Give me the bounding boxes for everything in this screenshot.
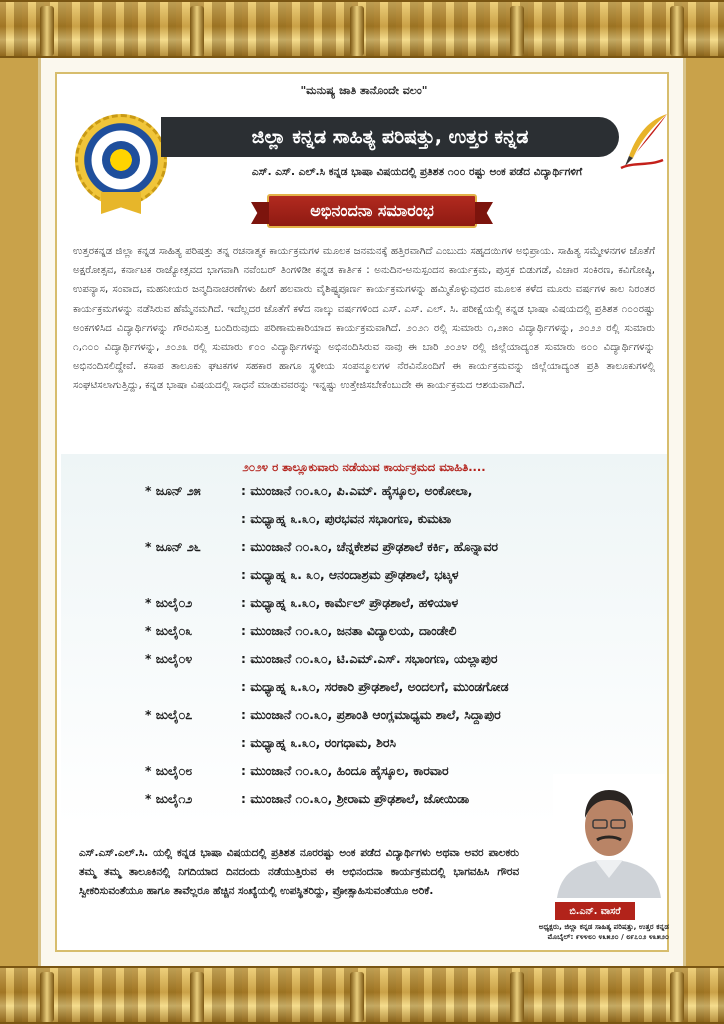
seal-emblem	[102, 141, 140, 179]
schedule-detail: : ಮುಂಜಾನೆ ೧೦.೩೦, ಶ್ರೀರಾಮ ಪ್ರೌಢಶಾಲೆ, ಜೋಯಿಡಾ	[241, 792, 470, 806]
president-designation	[477, 922, 669, 942]
ornament-post	[510, 972, 524, 1022]
intro-paragraph: ಉತ್ತರಕನ್ನಡ ಜಿಲ್ಲಾ ಕನ್ನಡ ಸಾಹಿತ್ಯ ಪರಿಷತ್ತು ತನ್ನ ರಚನಾತ್ಮಕ ಕಾರ್ಯಕ್ರಮಗಳ ಮೂಲಕ ಜನಮನಕ್ಕೆ ಹತ್ತಿರವಾಗಿದೆ ಎಂಬುದು ಸಹೃದಯಿಗಳ ಅಭಿಪ್ರಾಯ. ಸಾಹಿತ್ಯ ಸಮ್ಮೇಳನಗಳ ಜೊತೆಗೆ ಅಕ್ಷರೋತ್ಸವ, ಕರ್ನಾಟಕ ರಾಜ್ಯೋತ್ಸವದ ಭಾಗವಾಗಿ ನವೆಂಬರ್ ತಿಂಗಳಿಡೀ ಕನ್ನಡ ಕಾರ್ತಿಕ : ಅನುದಿನ-ಅನುಸ್ಪಂದನ ಕಾರ್ಯಕ್ರಮ, ಪುಸ್ತಕ ಬಿಡುಗಡೆ, ವಿಚಾರ ಸಂಕಿರಣ, ಕವಿಗೋಷ್ಠಿ, ಉಪನ್ಯಾಸ, ಸಂವಾದ, ಮಹನೀಯರ ಜನ್ಮದಿನಾಚರಣೆಗಳು ಹೀಗೆ ಹಲವಾರು ವೈಶಿಷ್ಟ್ಯಪೂರ್ಣ ಕಾರ್ಯಕ್ರಮಗಳನ್ನು ಹಮ್ಮಿಕೊಳ್ಳುವುದರ ಮೂಲಕ ಕಳೆದ ಮೂರು ವರ್ಷಗಳ ಕಾಲ ನಿರಂತರ ಕಾರ್ಯಕ್ರಮಗಳನ್ನು ನಡೆಸಿರುವ ಹೆಮ್ಮೆನಮಗಿದೆ. ಇದೆಲ್ಲದರ ಜೊತೆಗೆ ಕಳೆದ ನಾಲ್ಕು ವರ್ಷಗಳಿಂದ ಎಸ್. ಎಸ್. ಎಲ್. ಸಿ. ಪರೀಕ್ಷೆಯಲ್ಲಿ ಕನ್ನಡ ಭಾಷಾ ವಿಷಯದಲ್ಲಿ ಪ್ರತಿಶತ ೧೦೦ರಷ್ಟು ಅಂಕಗಳಿಸಿದ ವಿದ್ಯಾರ್ಥಿಗಳನ್ನು ಗೌರವಿಸುತ್ತ ಬಂದಿರುವುದು ಪರಿಣಾಮಕಾರಿಯಾದ ಕಾರ್ಯಕ್ರಮವಾಗಿದೆ. ೨೦೨೧ ರಲ್ಲಿ ಸುಮಾರು ೧,೨೫೦ ವಿದ್ಯಾರ್ಥಿಗಳನ್ನು, ೨೦೨೨ ರಲ್ಲಿ ಸುಮಾರು ೧,೧೦೦ ವಿದ್ಯಾರ್ಥಿಗಳನ್ನು, ೨೦೨೩ ರಲ್ಲಿ ಸುಮಾರು ೯೦೦ ವಿದ್ಯಾರ್ಥಿಗಳನ್ನು ಅಭಿನಂದಿಸಿರುವ ನಾವು ಈ ಬಾರಿ ೨೦೨೪ ರಲ್ಲಿ ಜಿಲ್ಲೆಯಾದ್ಯಂತ ಸುಮಾರು ೮೦೦ ವಿದ್ಯಾರ್ಥಿಗಳನ್ನು ಅಭಿನಂದಿಸಲಿದ್ದೇವೆ. ಕಸಾಪ ತಾಲೂಕು ಘಟಕಗಳ ಸಹಕಾರ ಹಾಗೂ ಸ್ಥಳೀಯ ಸಂಪನ್ಮೂಲಗಳ ನೆರವಿನೊಂದಿಗೆ ಈ ಕಾರ್ಯಕ್ರಮವನ್ನು ಜಿಲ್ಲೆಯಾದ್ಯಂತ ಪ್ರತಿ ತಾಲೂಕುಗಳಲ್ಲಿ ಸಂಘಟಿಸಲಾಗುತ್ತಿದ್ದು, ಕನ್ನಡ ಭಾಷಾ ವಿಷಯದಲ್ಲಿ ಸಾಧನೆ ಮಾಡುವವರನ್ನು ಇನ್ನಷ್ಟು ಉತ್ತೇಜಿಸಬೇಕೆಂಬುದೇ ಈ ಕಾರ್ಯಕ್ರಮದ ಆಶಯವಾಗಿದೆ.	[73, 246, 655, 392]
schedule-row	[61, 484, 667, 508]
president-name: ಬಿ.ಎನ್. ವಾಸರೆ	[569, 905, 621, 917]
invitation-note: ಎಸ್.ಎಸ್.ಎಲ್.ಸಿ. ಯಲ್ಲಿ ಕನ್ನಡ ಭಾಷಾ ವಿಷಯದಲ್ಲಿ ಪ್ರತಿಶತ ನೂರರಷ್ಟು ಅಂಕ ಪಡೆದ ವಿದ್ಯಾರ್ಥಿಗಳು ಅಥವಾ ಅವರ ಪಾಲಕರು ತಮ್ಮ ತಮ್ಮ ತಾಲೂಕಿನಲ್ಲಿ ನಿಗದಿಯಾದ ದಿನದಂದು ನಡೆಯುತ್ತಿರುವ ಈ ಅಭಿನಂದನಾ ಕಾರ್ಯಕ್ರಮದಲ್ಲಿ ಭಾಗವಹಿಸಿ ಗೌರವ ಸ್ವೀಕರಿಸುವಂತೆಯೂ ಹಾಗೂ ತಾವೆಲ್ಲರೂ ಹೆಚ್ಚಿನ ಸಂಖ್ಯೆಯಲ್ಲಿ ಉಪಸ್ಥಿತರಿದ್ದು, ಪ್ರೋತ್ಸಾಹಿಸುವಂತೆಯೂ ಅರಿಕೆ.	[79, 847, 519, 897]
event-name-ribbon	[267, 194, 477, 228]
schedule-date: * ಜೂನ್ ೨೫	[145, 484, 201, 498]
schedule-row	[61, 652, 667, 676]
schedule-detail: : ಮುಂಜಾನೆ ೧೦.೩೦, ಚೆನ್ನಕೇಶವ ಪ್ರೌಢಶಾಲೆ ಕರ್ಕಿ, ಹೊನ್ನಾವರ	[241, 540, 498, 554]
ornament-post	[40, 972, 54, 1022]
ornament-post	[190, 6, 204, 56]
schedule-date: * ಜೂನ್ ೨೬	[145, 540, 201, 554]
invitation-scroll	[38, 58, 686, 966]
president-name-tag	[555, 902, 635, 920]
ornament-post	[190, 972, 204, 1022]
schedule-detail: : ಮುಂಜಾನೆ ೧೦.೩೦, ಪಿ.ಎಮ್. ಹೈಸ್ಕೂಲ, ಅಂಕೋಲಾ,	[241, 484, 473, 498]
schedule-date: * ಜುಲೈ೦೮	[145, 764, 193, 778]
schedule-row	[61, 568, 667, 592]
seal-ribbon	[101, 192, 141, 214]
schedule-row	[61, 624, 667, 648]
gold-border-bottom	[0, 966, 724, 1024]
event-name: ಅಭಿನಂದನಾ ಸಮಾರಂಭ	[310, 201, 434, 220]
ornament-post	[350, 6, 364, 56]
schedule-row	[61, 540, 667, 564]
schedule-detail: : ಮಧ್ಯಾಹ್ನ ೩.೩೦, ರಂಗಧಾಮ, ಶಿರಸಿ	[241, 736, 396, 750]
ornament-post	[350, 972, 364, 1022]
ornament-post	[40, 6, 54, 56]
schedule-date: * ಜುಲೈ೦೪	[145, 652, 193, 666]
schedule-row	[61, 708, 667, 732]
schedule-date: * ಜುಲೈ೦೩	[145, 624, 193, 638]
ornament-post	[510, 6, 524, 56]
schedule-row	[61, 596, 667, 620]
schedule-detail: : ಮುಂಜಾನೆ ೧೦.೩೦, ಟಿ.ಎಮ್.ಎಸ್. ಸಭಾಂಗಣ, ಯಲ್ಲಾಪುರ	[241, 652, 498, 666]
quill-pen-icon	[619, 112, 671, 170]
president-portrait	[553, 774, 665, 898]
schedule-detail: : ಮಧ್ಯಾಹ್ನ ೩.೩೦, ಕಾರ್ಮೆಲ್ ಪ್ರೌಢಶಾಲೆ, ಹಳಿಯಾಳ	[241, 596, 459, 610]
schedule-date: * ಜುಲೈ೦೭	[145, 708, 193, 722]
schedule-date: * ಜುಲೈ೦೨	[145, 596, 193, 610]
event-subtitle: ಎಸ್. ಎಸ್. ಎಲ್.ಸಿ ಕನ್ನಡ ಭಾಷಾ ವಿಷಯದಲ್ಲಿ ಪ್ರತಿಶತ ೧೦೦ ರಷ್ಟು ಅಂಕ ಪಡೆದ ವಿದ್ಯಾರ್ಥಿಗಳಿಗೆ	[251, 166, 583, 178]
phone-line: ಮೊಬೈಲ್: ೯೪೪೮೦ ೪೩೫೨೦ / ೮೯೭೦೨ ೪೩೫೨೦	[547, 932, 669, 941]
schedule-detail: : ಮುಂಜಾನೆ ೧೦.೩೦, ಜನತಾ ವಿದ್ಯಾಲಯ, ದಾಂಡೇಲಿ	[241, 624, 457, 638]
schedule-date: * ಜುಲೈ೧೨	[145, 792, 193, 806]
schedule-detail: : ಮಧ್ಯಾಹ್ನ ೩. ೩೦, ಆನಂದಾಶ್ರಮ ಪ್ರೌಢಶಾಲೆ, ಭಟ್ಕಳ	[241, 568, 459, 582]
ornament-post	[670, 6, 684, 56]
designation-line: ಅಧ್ಯಕ್ಷರು, ಜಿಲ್ಲಾ ಕನ್ನಡ ಸಾಹಿತ್ಯ ಪರಿಷತ್ತು, ಉತ್ತರ ಕನ್ನಡ	[538, 922, 669, 931]
schedule-detail: : ಮಧ್ಯಾಹ್ನ ೩.೩೦, ಸರಕಾರಿ ಪ್ರೌಢಶಾಲೆ, ಅಂದಲಗೆ, ಮುಂಡಗೋಡ	[241, 680, 509, 694]
organization-title: ಜಿಲ್ಲಾ ಕನ್ನಡ ಸಾಹಿತ್ಯ ಪರಿಷತ್ತು, ಉತ್ತರ ಕನ್ನಡ	[161, 117, 619, 157]
schedule-title: ೨೦೨೪ ರ ತಾಲ್ಲೂಕುವಾರು ನಡೆಯುವ ಕಾರ್ಯಕ್ರಮದ ಮಾಹಿತಿ....	[242, 460, 486, 474]
schedule-section	[61, 454, 667, 826]
schedule-detail: : ಮುಂಜಾನೆ ೧೦.೩೦, ಪ್ರಶಾಂತಿ ಆಂಗ್ಲಮಾಧ್ಯಮ ಶಾಲೆ, ಸಿದ್ದಾಪುರ	[241, 708, 501, 722]
schedule-row	[61, 680, 667, 704]
invitation-card	[55, 72, 669, 952]
schedule-row	[61, 512, 667, 536]
schedule-detail: : ಮಧ್ಯಾಹ್ನ ೩.೩೦, ಪುರಭವನ ಸಭಾಂಗಣ, ಕುಮಟಾ	[241, 512, 452, 526]
schedule-detail: : ಮುಂಜಾನೆ ೧೦.೩೦, ಹಿಂದೂ ಹೈಸ್ಕೂಲ, ಕಾರವಾರ	[241, 764, 449, 778]
ornament-post	[670, 972, 684, 1022]
slogan: "ಮನುಷ್ಯ ಜಾತಿ ತಾನೊಂದೇ ವಲಂ"	[300, 84, 428, 97]
gold-border-top	[0, 0, 724, 58]
schedule-row	[61, 736, 667, 760]
